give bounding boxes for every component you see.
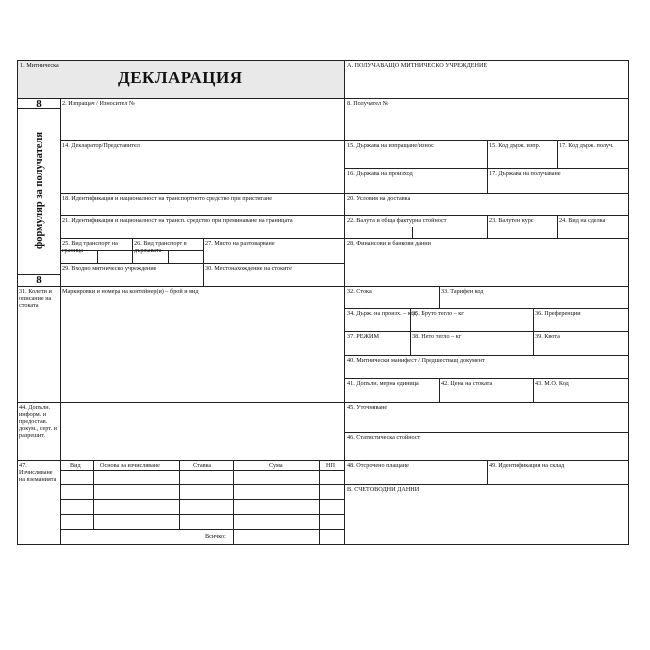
tick-22	[412, 227, 413, 239]
field-35-label: 35. Бруто тегло – кг	[412, 310, 464, 317]
t47-h1	[60, 470, 344, 471]
field-17a-label: 17. Код държ. получ.	[559, 142, 614, 149]
field-45-label: 45. Уточняване	[347, 404, 388, 411]
field-31-marks-label: Маркировки и номера на контейнер(и) – брой и вид	[62, 288, 199, 295]
v-557-b	[557, 215, 558, 239]
border-top	[17, 60, 629, 61]
v-439-b	[439, 378, 440, 402]
field-48-label: 48. Отсрочено плащане	[347, 462, 409, 469]
line-140	[60, 140, 629, 141]
line-402	[17, 402, 629, 403]
t47-h4	[60, 514, 344, 515]
field-43-label: 43. М.О. Код	[535, 380, 569, 387]
t47-total-label: Всичко:	[205, 533, 226, 540]
t47-h3	[60, 499, 344, 500]
border-left	[17, 60, 18, 545]
line-432	[344, 432, 629, 433]
line-460	[17, 460, 629, 461]
field-33-label: 33. Тарифен код	[441, 288, 484, 295]
field-46-label: 46. Статистическа стойност	[347, 434, 421, 441]
t47-v3	[233, 460, 234, 545]
v-487-c	[487, 460, 488, 484]
field-39-label: 39. Квота	[535, 333, 560, 340]
field-1-label: 1. Митническа	[20, 62, 59, 69]
field-36-label: 36. Преференции	[535, 310, 581, 317]
v-487-b	[487, 215, 488, 239]
line-215	[60, 215, 629, 216]
line-263	[60, 263, 344, 264]
v-487-a	[487, 140, 488, 194]
t47-v4	[319, 460, 320, 545]
field-47-label: 47. Изчисляване на вземанията	[19, 462, 57, 483]
field-22-label: 22. Валута и обща фактурна стойност	[347, 217, 447, 224]
field-20-label: 20. Условия на доставка	[347, 195, 411, 202]
t47-h2	[60, 484, 344, 485]
field-24-label: 24. Вид на сделка	[559, 217, 606, 224]
field-15a-label: 15. Код държ. изпр.	[489, 142, 541, 149]
divider-main	[344, 60, 345, 545]
field-A-label: А. ПОЛУЧАВАЩО МИТНИЧЕСКО УЧРЕЖДЕНИЕ	[347, 62, 488, 69]
field-29-label: 29. Входно митническо учреждение	[62, 265, 157, 272]
field-21-label: 21. Идентификация и националност на трансп. средство при преминаване на границата	[62, 217, 293, 224]
field-B-label: В. СЧЕТОВОДНИ ДАННИ	[347, 486, 420, 493]
field-15-label: 15. Държава на изпращане/износ	[347, 142, 434, 149]
field-27-label: 27. Място на разтоварване	[205, 240, 275, 247]
divider-strip	[60, 98, 61, 545]
copy-label-vertical: формуляр за получателя	[34, 131, 45, 250]
field-42-label: 42. Цена на стоката	[441, 380, 493, 387]
t47-header-basis: Основа за изчисляване	[100, 462, 160, 469]
field-28-label: 28. Финансови и банкови данни	[347, 240, 431, 247]
field-30-label: 30. Местонахождение на стоките	[205, 265, 292, 272]
field-31-label: 31. Колети и описание на стоката	[19, 288, 52, 309]
field-37-label: 37. РЕЖИМ	[347, 333, 380, 340]
line-484	[344, 484, 629, 485]
field-23-label: 23. Валутен курс	[489, 217, 534, 224]
line-331	[344, 331, 629, 332]
v-203	[203, 238, 204, 286]
page-title: ДЕКЛАРАЦИЯ	[118, 68, 243, 87]
t47-h5	[60, 529, 344, 530]
line-98	[17, 98, 629, 99]
line-378	[344, 378, 629, 379]
v-557-a	[557, 140, 558, 168]
field-16-label: 16. Държава на произход	[347, 170, 413, 177]
line-286	[17, 286, 629, 287]
field-44-label: 44. Допълн. информ. и предостав. докум., серт. и разрешит.	[19, 404, 57, 439]
v-533-a	[533, 308, 534, 355]
t47-header-amount: Сума	[269, 462, 283, 469]
field-32-label: 32. Стока	[347, 288, 372, 295]
copy-number-top: 8	[36, 98, 42, 110]
border-bottom	[17, 544, 629, 545]
field-26-label: 26. Вид транспорт в държавата	[134, 240, 187, 254]
field-38-label: 38. Нето тегло – кг	[412, 333, 462, 340]
v-533-b	[533, 378, 534, 402]
field-8-label: 8. Получател №	[347, 100, 389, 107]
copy-number-bottom: 8	[36, 274, 42, 286]
field-14-label: 14. Декларатор/Представител	[62, 142, 140, 149]
field-18-label: 18. Идентификация и националност на транспортното средство при пристигане	[62, 195, 273, 202]
field-41-label: 41. Допълн. мерна единица	[347, 380, 419, 387]
field-40-label: 40. Митнически манифест / Предшестващ документ	[347, 357, 485, 364]
line-308	[344, 308, 629, 309]
t47-header-rate: Ставка	[193, 462, 212, 469]
field-17-label: 17. Държава на получаване	[489, 170, 561, 177]
line-355	[344, 355, 629, 356]
field-25-label: 25. Вид транспорт на граница	[62, 240, 118, 254]
field-34-label: 34. Държ. на произх. – код	[347, 310, 417, 317]
border-right	[628, 60, 629, 545]
field-2-label: 2. Изпращач / Износител №	[62, 100, 135, 107]
t47-header-np: НП	[326, 462, 335, 469]
line-238	[60, 238, 629, 239]
field-49-label: 49. Идентификация на склад	[489, 462, 565, 469]
line-193	[60, 193, 629, 194]
v-439	[439, 286, 440, 309]
t47-header-type: Вид	[70, 462, 81, 469]
